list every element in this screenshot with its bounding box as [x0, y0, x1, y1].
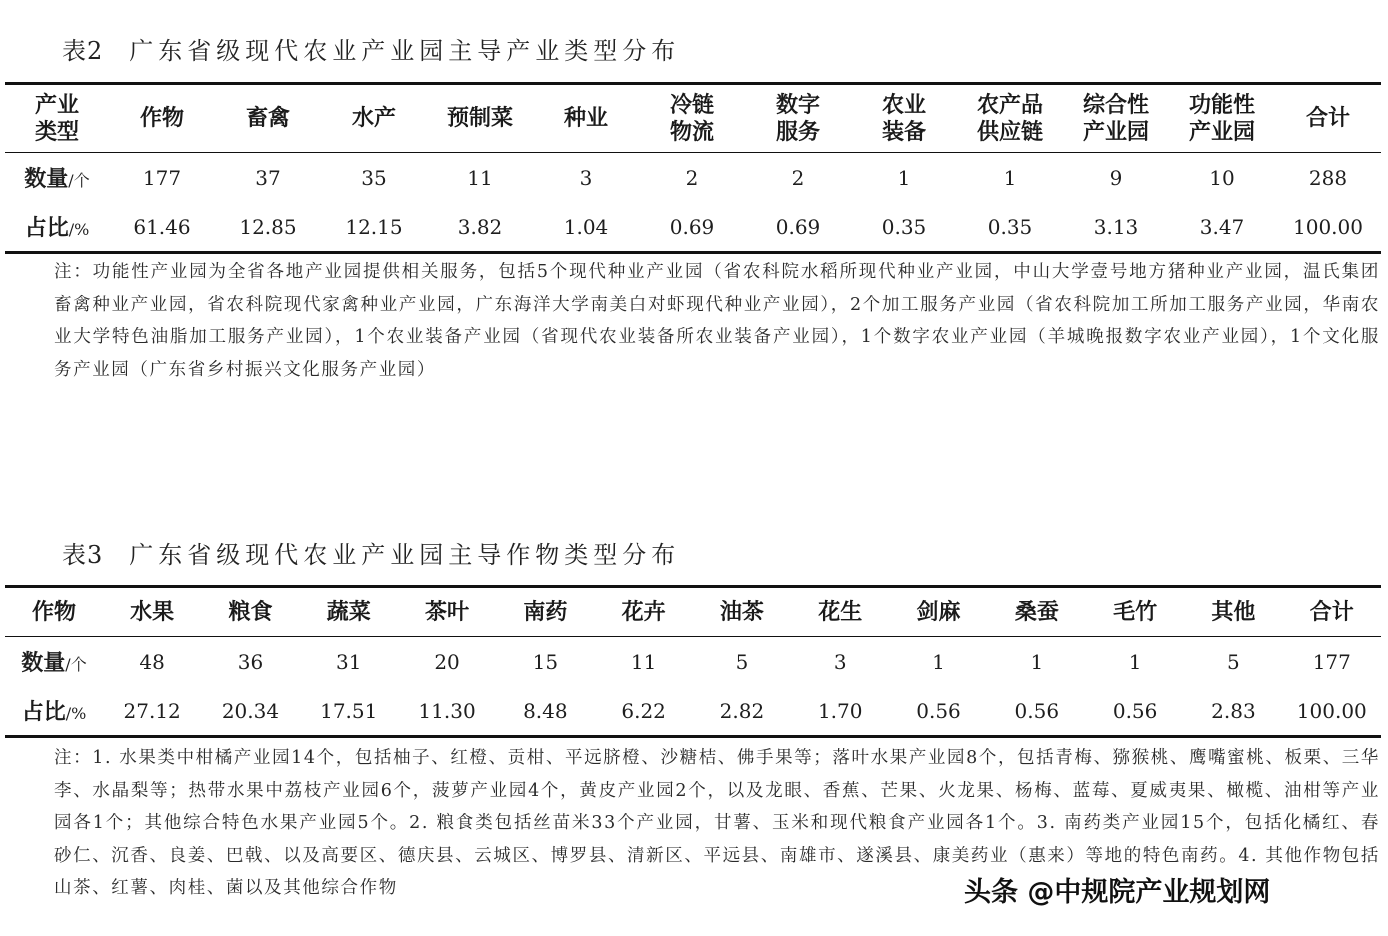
table3-ratio-row: [5, 687, 1381, 737]
table3-count-cell: 5: [1227, 649, 1240, 674]
table2-count-cell: 2: [685, 165, 699, 190]
table3-count-cell: 5: [735, 649, 749, 674]
table3-count-cell: 177: [1312, 649, 1351, 674]
table3-ratio-cell: 100.00: [1296, 698, 1367, 723]
table2-ratio-label: 占比/%: [24, 216, 90, 242]
table2-header-cell: [1275, 84, 1381, 153]
table2-count-cell: 177: [142, 165, 182, 190]
table2-header-line: 装备: [881, 119, 926, 145]
table3-ratio-cell: 17.51: [320, 698, 378, 723]
table3-ratio-cell: 0.56: [1112, 698, 1158, 723]
table3-count-cell: 1: [1030, 649, 1044, 674]
table2-header-cell: [957, 84, 1063, 153]
table2-count-row: [5, 153, 1381, 203]
table3-header-cell: 油茶: [719, 599, 764, 625]
table2-header-line: 产业: [34, 92, 79, 118]
table3-ratio-cell: 20.34: [221, 698, 280, 723]
table2-ratio-cell: 0.69: [669, 214, 715, 239]
table2-header-line: 种业: [563, 106, 608, 131]
table2-header-row: [5, 84, 1381, 153]
table3: [5, 585, 1381, 738]
table2-header-line: 作物: [139, 106, 184, 131]
table2-header-line: 综合性: [1082, 92, 1149, 118]
table2-header-cell: [109, 84, 215, 153]
table3-ratio-cell: 11.30: [418, 698, 476, 723]
table3-ratio-cell: 2.83: [1211, 698, 1256, 723]
table2-ratio-cell: 0.35: [881, 214, 927, 239]
table2-header-line: 农业: [881, 92, 926, 118]
table2-ratio-row: [5, 203, 1381, 253]
table2-header-cell: [639, 84, 745, 153]
table3-count-cell: 48: [139, 649, 165, 674]
table2-header-line: 功能性: [1188, 92, 1255, 118]
table2-count-cell: 9: [1109, 165, 1123, 190]
table2-ratio-cell: 100.00: [1293, 214, 1363, 239]
table3-count-cell: 36: [237, 649, 264, 674]
table3-count-cell: 3: [833, 649, 847, 674]
table3-header-cell: 茶叶: [425, 599, 470, 625]
table3-header-cell: 作物: [31, 599, 76, 625]
table3-header-cell: 桑蚕: [1014, 599, 1059, 625]
table2-header-cell: [321, 84, 427, 153]
table3-header-cell: 剑麻: [916, 599, 961, 625]
table2-header-cell: [1169, 84, 1275, 153]
table2-count-cell: 1: [1003, 165, 1017, 190]
table2-count-cell: 11: [467, 165, 493, 190]
table2-ratio-cell: 0.35: [987, 214, 1033, 239]
watermark: 头条 @中规院产业规划网: [964, 877, 1271, 908]
table2-header-cell: [5, 84, 109, 153]
table2-ratio-cell: 12.85: [239, 214, 297, 239]
table2-count-cell: 3: [579, 165, 593, 190]
table2-header-cell: [427, 84, 533, 153]
table3-count-cell: 20: [434, 649, 460, 674]
table3-ratio-cell: 0.56: [916, 698, 961, 723]
table2-ratio-cell: 3.47: [1199, 214, 1245, 239]
table3-ratio-label: 占比/%: [21, 700, 87, 726]
table3-note: 注：1. 水果类中柑橘产业园14个，包括柚子、红橙、贡柑、平远脐橙、沙糖桔、佛手果等；落叶水果产业园8个，包括青梅、猕猴桃、鹰嘴蜜桃、板栗、三华李、水晶梨等；热带水果中荔枝产业园6个，菠萝产业园4个，黄皮产业园2个，以及龙眼、香蕉、芒果、火龙果、杨梅、蓝莓、夏威夷果、橄榄、油柑等产业园各1个；其他综合特色水果产业园5个。2. 粮食类包括丝苗米33个产业园，甘薯、玉米和现代粮食产业园各1个。3. 南药类产业园15个，包括化橘红、春砂仁、沉香、良姜、巴戟、以及高要区、德庆县、云城区、博罗县、清新区、平远县、南雄市、遂溪县、康美药业（惠来）等地的特色南药。4. 其他作物包括山茶、红薯、肉桂、菌以及其他综合作物: [54, 748, 1380, 898]
table2-header-cell: [215, 84, 321, 153]
table3-caption-title: 广东省级现代农业产业园主导作物类型分布: [129, 541, 681, 569]
table3-caption: [62, 535, 680, 570]
table2-header-line: 水产: [351, 106, 396, 131]
table2-header-line: 类型: [34, 119, 79, 145]
table3-ratio-cell: 1.70: [817, 698, 863, 723]
table2: [5, 82, 1381, 254]
table3-count-cell: 15: [532, 649, 559, 674]
table3-ratio-cell: 2.82: [719, 698, 765, 723]
table2-count-label: 数量/个: [24, 167, 90, 193]
table2-header-cell: [851, 84, 957, 153]
table2-header-line: 冷链: [669, 92, 714, 118]
table2-caption-number: 表2: [62, 37, 104, 65]
table2-ratio-cell: 3.13: [1093, 214, 1139, 239]
table2-ratio-cell: 0.69: [775, 214, 821, 239]
table3-header-cell: 毛竹: [1113, 599, 1158, 625]
table2-header-line: 服务: [775, 119, 820, 145]
table3-header-cell: 花卉: [621, 599, 666, 625]
table2-ratio-cell: 61.46: [133, 214, 191, 239]
table3-count-cell: 31: [336, 649, 362, 674]
table3-header-cell: 其他: [1211, 599, 1256, 625]
table3-ratio-cell: 27.12: [123, 698, 181, 723]
table3-header-cell: 粮食: [228, 599, 273, 625]
table2-ratio-cell: 3.82: [457, 214, 503, 239]
table2-count-cell: 10: [1209, 165, 1235, 190]
table3-count-label: 数量/个: [21, 651, 87, 677]
table2-header-line: 畜禽: [245, 106, 290, 131]
table3-count-row: [5, 637, 1381, 687]
table2-header-line: 产业园: [1082, 119, 1149, 145]
table2-header-line: 供应链: [976, 119, 1043, 145]
table3-count-cell: 1: [1128, 649, 1142, 674]
table3-count-cell: 11: [630, 649, 657, 674]
table3-header-cell: 花生: [818, 599, 863, 625]
table2-count-cell: 35: [361, 165, 387, 190]
table3-header-cell: 水果: [130, 599, 175, 625]
table3-count-cell: 1: [932, 649, 945, 674]
table2-header-cell: [533, 84, 639, 153]
table2-header-line: 产业园: [1188, 119, 1255, 145]
table2-count-cell: 2: [791, 165, 805, 190]
table2-note: 注：功能性产业园为全省各地产业园提供相关服务，包括5个现代种业产业园（省农科院水稻所现代种业产业园，中山大学壹号地方猪种业产业园，温氏集团畜禽种业产业园，省农科院现代家禽种业产业园，广东海洋大学南美白对虾现代种业产业园），2个加工服务产业园（省农科院加工所加工服务产业园，华南农业大学特色油脂加工服务产业园），1个农业装备产业园（省现代农业装备所农业装备产业园），1个数字农业产业园（羊城晚报数字农业产业园），1个文化服务产业园（广东省乡村振兴文化服务产业园）: [54, 262, 1380, 380]
table2-header-line: 物流: [669, 119, 714, 145]
table3-ratio-cell: 6.22: [621, 698, 666, 723]
table2-caption-title: 广东省级现代农业产业园主导产业类型分布: [129, 37, 681, 65]
table3-header-cell: 合计: [1309, 599, 1354, 625]
table2-count-cell: 288: [1308, 165, 1348, 190]
table3-header-cell: 南药: [523, 599, 568, 625]
table2-ratio-cell: 1.04: [563, 214, 609, 239]
table2-header-cell: [1063, 84, 1169, 153]
table3-ratio-cell: 8.48: [523, 698, 568, 723]
table3-header-row: [5, 587, 1381, 637]
table2-header-line: 数字: [775, 92, 820, 118]
table3-ratio-cell: 0.56: [1014, 698, 1060, 723]
table2-count-cell: 1: [897, 165, 911, 190]
table2-caption: [62, 31, 680, 66]
table2-header-line: 预制菜: [446, 106, 513, 131]
table2-header-line: 农产品: [976, 92, 1043, 118]
table2-header-line: 合计: [1305, 106, 1350, 131]
table3-caption-number: 表3: [62, 541, 104, 569]
table2-ratio-cell: 12.15: [345, 214, 403, 239]
table2-header-cell: [745, 84, 851, 153]
table3-header-cell: 蔬菜: [326, 599, 371, 625]
table2-count-cell: 37: [255, 165, 281, 190]
